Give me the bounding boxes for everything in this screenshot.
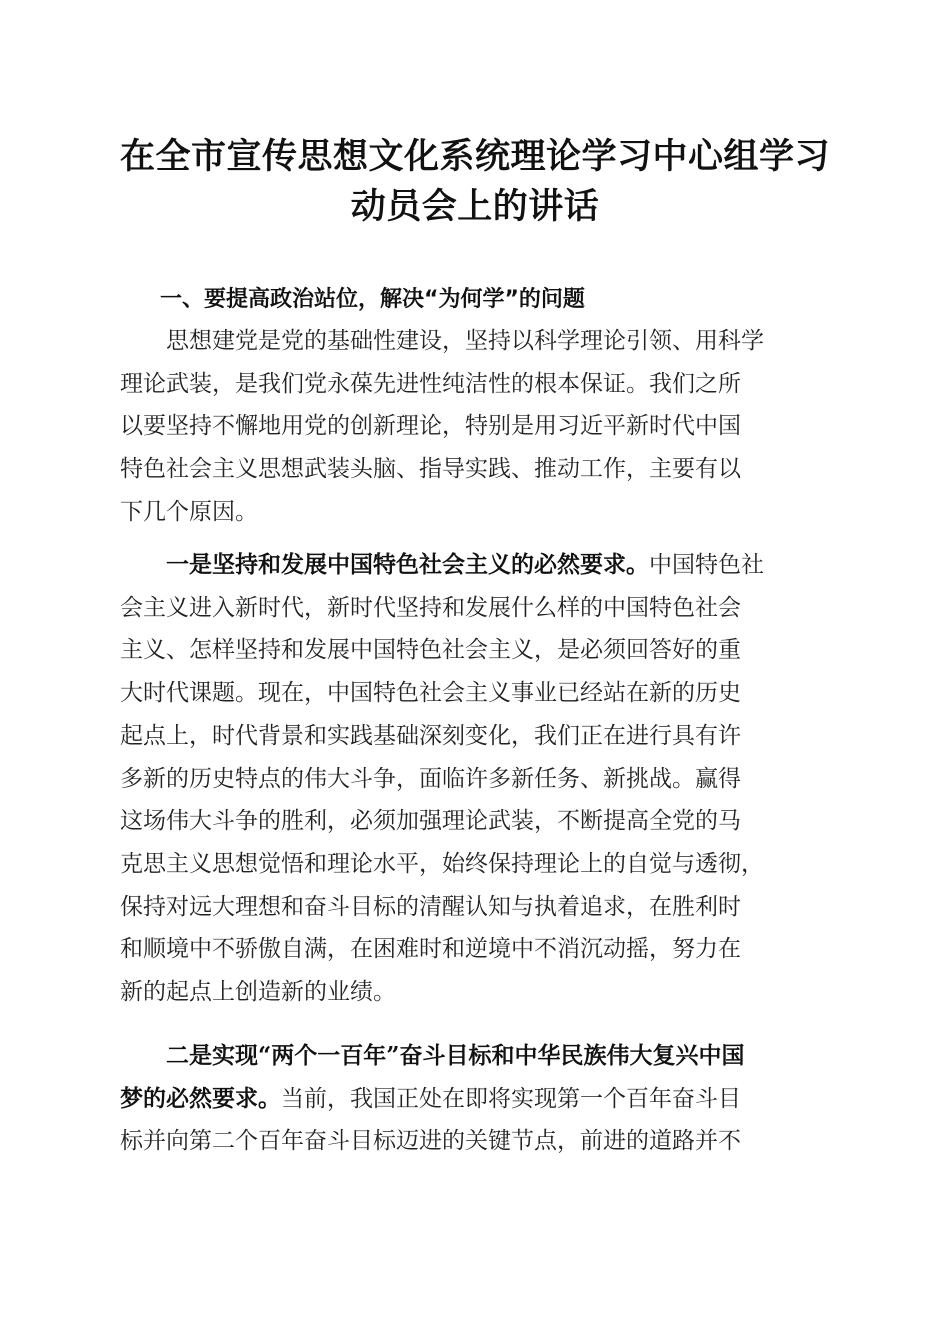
text-line (120, 544, 830, 587)
paragraph-3-line-2-rest: 当前，我国正处在即将实现第一个百年奋斗目 (281, 1085, 741, 1112)
text-line: 主义、怎样坚持和发展中国特色社会主义，是必须回答好的重 (120, 637, 741, 664)
paragraph-2-lead: 一是坚持和发展中国特色社会主义的必然要求。 (120, 551, 649, 578)
text-line: 保持对远大理想和奋斗目标的清醒认知与执着追求，在胜利时 (120, 893, 741, 920)
text-line (120, 1078, 830, 1121)
paragraph-2-first-line-rest: 中国特色社 (649, 552, 764, 578)
text-line: 起点上，时代背景和实践基础深刻变化，我们正在进行具有许 (120, 722, 741, 749)
text-line: 这场伟大斗争的胜利，必须加强理论武装，不断提高全党的马 (120, 808, 741, 835)
paragraph-3-lead-line-1: 二是实现“两个一百年”奋斗目标和中华民族伟大复兴中国 (120, 1042, 745, 1069)
paragraph-3 (120, 1035, 830, 1163)
text-line: 标并向第二个百年奋斗目标迈进的关键节点，前进的道路并不 (120, 1128, 741, 1155)
text-line: 以要坚持不懈地用党的创新理论，特别是用习近平新时代中国 (120, 413, 741, 440)
text-line: 理论武装，是我们党永葆先进性纯洁性的根本保证。我们之所 (120, 370, 741, 397)
text-line: 特色社会主义思想武装头脑、指导实践、推动工作，主要有以 (120, 456, 741, 483)
paragraph-1 (120, 320, 830, 534)
section-heading: 一、要提高政治站位，解决“为何学”的问题 (160, 287, 585, 312)
paragraph-3-lead-line-2: 梦的必然要求。 (120, 1084, 281, 1112)
text-line: 新的起点上创造新的业绩。 (120, 979, 396, 1006)
text-line: 克思主义思想觉悟和理论水平，始终保持理论上的自觉与透彻， (120, 850, 764, 877)
text-line: 大时代课题。现在，中国特色社会主义事业已经站在新的历史 (120, 680, 741, 707)
text-line: 下几个原因。 (120, 498, 258, 525)
document-title (100, 132, 850, 232)
text-line: 和顺境中不骄傲自满，在困难时和逆境中不消沉动摇，努力在 (120, 936, 741, 963)
title-line-2: 动员会上的讲话 (350, 186, 600, 227)
title-line-1: 在全市宣传思想文化系统理论学习中心组学习 (119, 136, 830, 177)
text-line: 会主义进入新时代，新时代坚持和发展什么样的中国特色社会 (120, 594, 741, 621)
text-line: 多新的历史特点的伟大斗争，面临许多新任务、新挑战。赢得 (120, 765, 741, 792)
paragraph-2 (120, 544, 830, 1014)
text-line: 思想建党是党的基础性建设，坚持以科学理论引领、用科学 (120, 328, 764, 354)
